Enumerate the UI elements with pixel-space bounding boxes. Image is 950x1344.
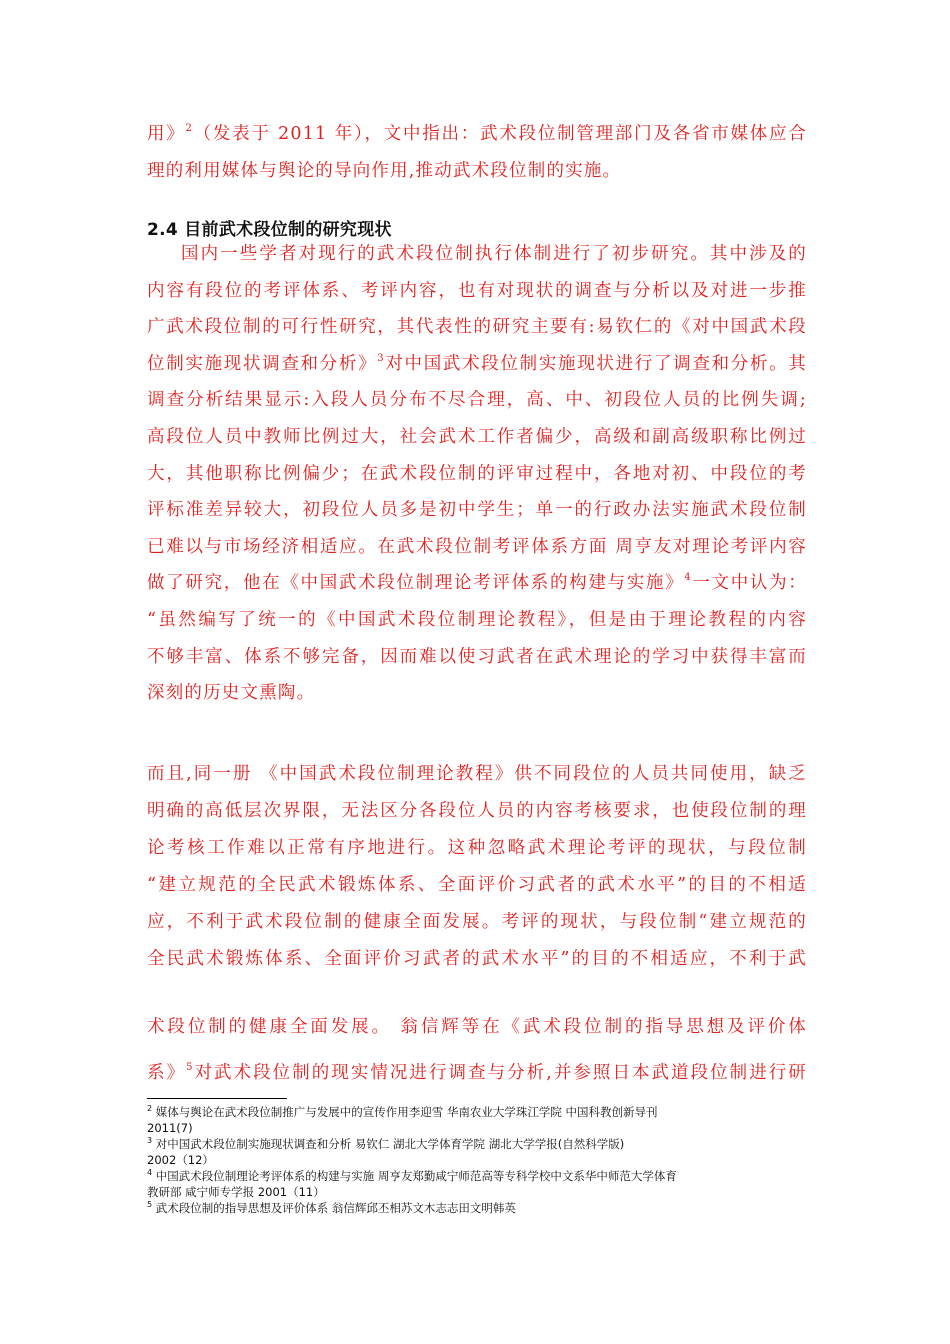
paragraph-research-status: [147, 236, 807, 712]
text-line: 理的利用媒体与舆论的导向作用,推动武术段位制的实施。: [147, 161, 622, 181]
text-line: 深刻的历史文熏陶。: [147, 683, 316, 704]
text-line: 不够丰富、体系不够完备，因而难以使习武者在武术理论的学习中获得丰富而: [147, 646, 807, 667]
text-line: 高段位人员中教师比例过大，社会武术工作者偏少，高级和副高级职称比例过: [147, 426, 807, 447]
text-line: 系》$^5$对武术段位制的现实情况进行调查与分析,并参照日本武道段位制进行研: [147, 1062, 807, 1083]
footnote-ref-3[interactable]: 3: [377, 352, 385, 364]
paragraph-theory-assessment: [147, 756, 807, 978]
paragraph-weng-xinhui: [147, 1004, 807, 1096]
footnote-ref-4[interactable]: 4: [684, 572, 692, 584]
text-line: 内容有段位的考评体系、考评内容，也有对现状的调查与分析以及对进一步推: [147, 280, 807, 301]
text-line: 评标准差异较大，初段位人员多是初中学生；单一的行政办法实施武术段位制: [147, 500, 807, 521]
text-line: “虽然编写了统一的《中国武术段位制理论教程》，但是由于理论教程的内容: [147, 609, 807, 630]
text-line: 术段位制的健康全面发展。 翁信辉等在《武术段位制的指导思想及评价体: [147, 1017, 807, 1037]
paragraph-continuation: [147, 116, 807, 190]
footnote-item: $^5$ 武术段位制的指导思想及评价体系 翁信辉邱丕相苏文木志志田文明韩英: [147, 1200, 516, 1215]
footnote-ref-5[interactable]: 5: [186, 1062, 194, 1073]
text-line: 论考核工作难以正常有序地进行。这种忽略武术理论考评的现状，与段位制: [147, 838, 807, 858]
footnote-item: $^3$ 对中国武术段位制实施现状调查和分析 易钦仁 湖北大学体育学院 湖北大学学报(自然科学版) 2002（12）: [147, 1136, 625, 1167]
text-line: 做了研究，他在《中国武术段位制理论考评体系的构建与实施》$^4$一文中认为：: [147, 572, 807, 594]
text-line: 大，其他职称比例偏少；在武术段位制的评审过程中，各地对初、中段位的考: [147, 463, 807, 484]
section-heading: 2.4 目前武术段位制的研究现状: [147, 220, 392, 240]
text-line: 国内一些学者对现行的武术段位制执行体制进行了初步研究。其中涉及的: [181, 244, 807, 264]
footnotes: [147, 1104, 807, 1216]
text-line: 位制实施现状调查和分析》$^3$对中国武术段位制实施现状进行了调查和分析。其: [147, 352, 807, 374]
text-line: 而且,同一册 《中国武术段位制理论教程》供不同段位的人员共同使用，缺乏: [147, 764, 807, 784]
footnote-ref-2[interactable]: 2: [185, 123, 194, 134]
footnote-item: $^2$ 媒体与舆论在武术段位制推广与发展中的宣传作用李迎雪 华南农业大学珠江学院 中国科教创新导刊 2011(7): [147, 1104, 658, 1135]
text-line: 应，不利于武术段位制的健康全面发展。考评的现状，与段位制“建立规范的: [147, 912, 807, 932]
text-line: 明确的高低层次界限，无法区分各段位人员的内容考核要求，也使段位制的理: [147, 801, 807, 821]
text-line: 已难以与市场经济相适应。在武术段位制考评体系方面 周亨友对理论考评内容: [147, 536, 807, 557]
footnote-item: $^4$ 中国武术段位制理论考评体系的构建与实施 周亨友郑勤咸宁师范高等专科学校中文系华中师范大学体育 教研部 咸宁师专学报 2001（11）: [147, 1168, 677, 1199]
footnote-separator: [147, 1098, 287, 1099]
text-line: 广武术段位制的可行性研究，其代表性的研究主要有:易钦仁的《对中国武术段: [147, 317, 807, 338]
text-line: “建立规范的全民武术锻炼体系、全面评价习武者的武术水平”的目的不相适: [147, 875, 807, 895]
text-line: 全民武术锻炼体系、全面评价习武者的武术水平”的目的不相适应，不利于武: [147, 949, 807, 969]
text-line: 用》$^2$（发表于 2011 年），文中指出：武术段位制管理部门及各省市媒体应合: [147, 123, 807, 144]
text-line: 调查分析结果显示:入段人员分布不尽合理，高、中、初段位人员的比例失调;: [147, 390, 807, 411]
